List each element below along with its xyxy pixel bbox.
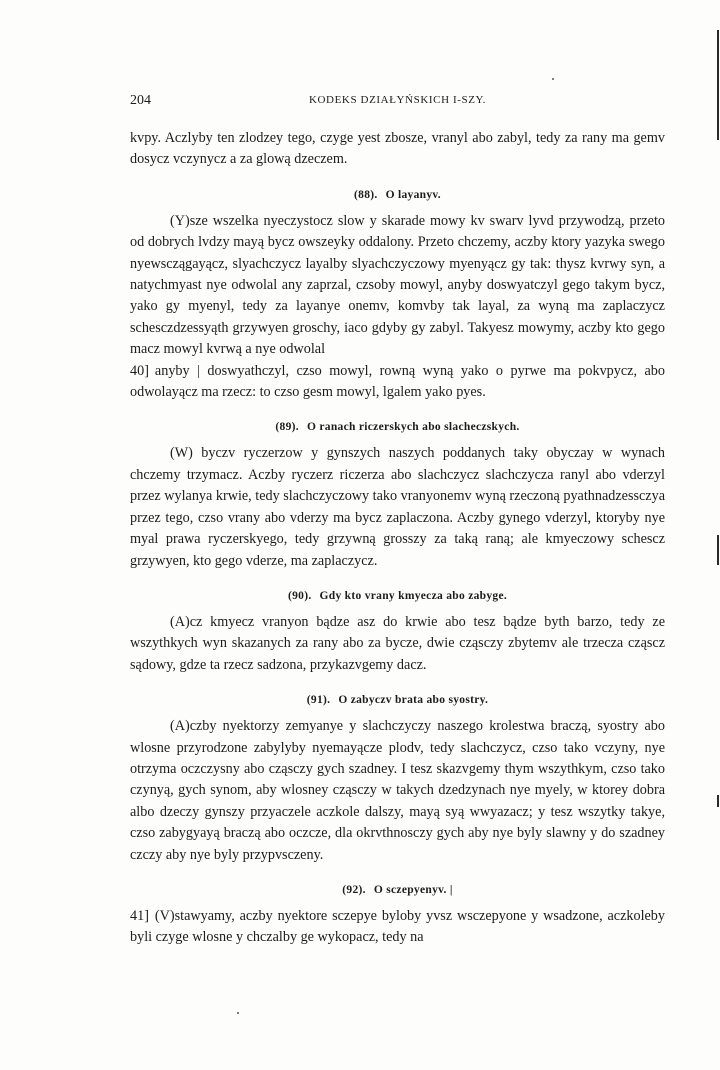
paragraph-text: (V)stawyamy, aczby nyektore sczepye byloby yvsz wsczepyone y wsadzone, aczkoleby byli czyge wlosne y chczalby ge wykopacz, tedy na bbox=[130, 907, 665, 946]
section-title: O zabyczv brata abo syostry. bbox=[338, 694, 489, 707]
section-number: (88). bbox=[354, 188, 378, 201]
scan-edge-line bbox=[717, 795, 719, 807]
paragraph bbox=[130, 361, 665, 404]
page-number: 204 bbox=[130, 93, 151, 108]
folio-marker: 41] bbox=[130, 907, 149, 924]
paragraph: (A)cz kmyecz vranyon bądze asz do krwie abo tesz bądze byth barzo, tedy ze wszythkych wyn skazanych za rany abo za bycze, dwie cząsczy zbytemv ale trzecza cząscz sądowy, gdze ta rzecz sadzona, przykazvgemy dacz. bbox=[130, 613, 665, 673]
section-number: (92). bbox=[342, 883, 366, 896]
paragraph: (W) byczv ryczerzow y gynszych naszych poddanych taky obyczay w wynach chczemy trzymacz. Aczby ryczerz riczerza abo slachczycz slachczycza ranyl abo vderzyl przez wylanya krwie, tedy slachczyczowy tako vranyonemv wyną rzeczoną pyathnadzessczya przez tego, czso vrany abo vderzy ma bycz zaplaczona. Aczby gynego vderzyl, ktoryby nye myal prawa ryczerskyego, tedy grzywną grosszy za taką raną; ale kmyeczowy schescz grzywyen, kto gego vderze, ma zaplaczycz. bbox=[130, 445, 665, 569]
paragraph bbox=[130, 906, 665, 949]
section-title: O layanyv. bbox=[385, 188, 441, 201]
scan-speck bbox=[237, 1012, 239, 1014]
paragraph: kvpy. Aczlyby ten zlodzey tego, czyge yest zbosze, vranyl abo zabyl, tedy za rany ma gemv dosycz vczynycz a za glową dzeczem. bbox=[130, 130, 665, 168]
page-header bbox=[130, 93, 665, 113]
running-head: KODEKS DZIAŁYŃSKICH I-SZY. bbox=[308, 94, 487, 106]
paragraph: (A)czby nyektorzy zemyanye y slachczyczy naszego krolestwa braczą, syostry abo wlosne przyrodzone zabylyby nyemayącze plodv, tedy slachczycz, czso tako vczyny, nye otrzyma oczczysny abo cząsczy gych szadney. I tesz skazvgemy thym wszythkym, czso tako czynyą, gych synom, aby wlosney cząsczy w takych dzedzynach nye myely, w ktorey dobra albo dzeczy gynszy przyaczele aczkole dalszy, mayą syą wwyazacz; y tesz wszytky takye, czso zabygyayą braczą abo oczcze, dla okrvthnosczy gych aby nye byly slawny y do szadney czczy aby nye byly przypvsczeny. bbox=[130, 718, 665, 863]
section-number: (89). bbox=[275, 421, 299, 434]
section-heading bbox=[130, 692, 665, 708]
section-number: (91). bbox=[306, 694, 331, 707]
paragraph-text: anyby | doswyathczyl, czso mowyl, rowną wyną yako o pyrwe ma pokvpycz, abo odwolayącz ma rzecz: to czso gesm mowyl, lgalem yako pyes. bbox=[130, 362, 665, 401]
section-heading bbox=[130, 882, 665, 898]
section-title: O ranach riczerskych abo slacheczskych. bbox=[306, 421, 520, 434]
section-heading bbox=[130, 419, 665, 435]
scan-speck bbox=[552, 78, 554, 80]
scan-edge-line bbox=[717, 535, 719, 565]
section-heading bbox=[130, 187, 665, 203]
body-text bbox=[130, 128, 665, 949]
section-heading bbox=[130, 588, 665, 604]
section-title: O sczepyenyv. | bbox=[373, 883, 453, 896]
folio-marker: 40] bbox=[130, 362, 149, 379]
section-title: Gdy kto vrany kmyecza abo zabyge. bbox=[319, 589, 508, 602]
scan-edge-line bbox=[717, 30, 719, 140]
section-number: (90). bbox=[287, 589, 312, 602]
paragraph: (Y)sze wszelka nyeczystocz slow y skarade mowy kv swarv lyvd przywodzą, przeto od dobrych lvdzy mayą bycz owszeyky oddalony. Przeto chczemy, aczby ktory yazyka swego nyewsczągayącz, slyachczycz layalby slyachczyczowy myenyącz gy tak: thysz kvrwy syn, a natychmyast nye odwolal any zaprzal, czsoby mowyl, anyby doswyatczyl gego takym bycz, yako gy myenyl, tedy za layanye onemv, komvby tak layal, za wyną ma zaplaczycz schesczdzessyąth grzywyen groschy, iaco gdyby gy zabyl. Takyesz mowymy, aczby kto gego macz mowyl kvrwą a nye odwolal bbox=[130, 212, 665, 358]
